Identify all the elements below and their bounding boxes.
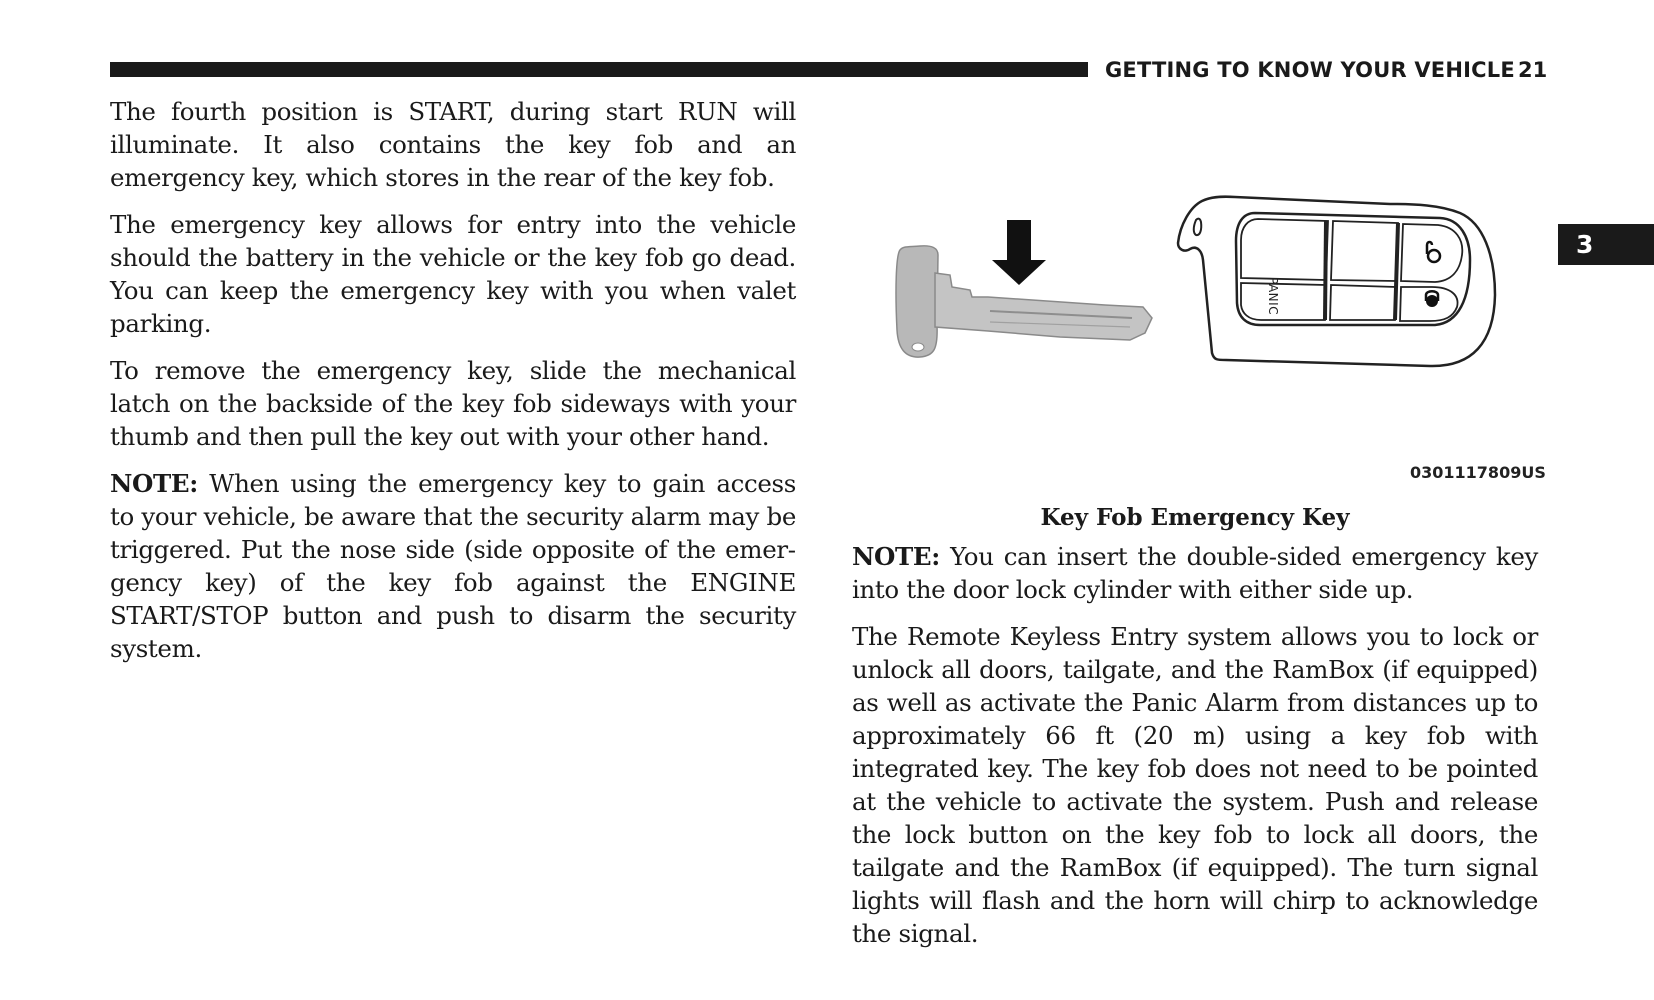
paragraph: To remove the emergency key, slide the mechanical latch on the backside of the key fob sideways with your thumb and then pull the key out with your other hand. <box>110 356 796 451</box>
chapter-tab: 3 <box>1558 224 1654 265</box>
figure-caption: Key Fob Emergency Key <box>1040 504 1350 531</box>
note-label: NOTE: <box>852 542 940 571</box>
note-text: You can insert the double-sided emergency key into the door lock cylinder with either side up. <box>852 542 1538 604</box>
paragraph: The fourth position is START, during start RUN will illuminate. It also contains the key fob and an emergency key, which stores in the rear of the key fob. <box>110 97 796 192</box>
key-fob-icon <box>1178 197 1495 366</box>
figure-code: 0301117809US <box>1410 463 1546 482</box>
panic-label: PANIC <box>1266 277 1280 316</box>
lock-icon <box>1426 291 1438 307</box>
note-text: When using the emergency key to gain access to your vehicle, be aware that the security alarm may be triggered. Put the nose side (side opposite of the emergency key) of the key fob against the ENGINE START/STOP button and push to disarm the security system. <box>110 469 796 663</box>
page-number: 21 <box>1518 58 1548 82</box>
section-title: GETTING TO KNOW YOUR VEHICLE <box>1105 58 1515 82</box>
right-column <box>852 540 1538 964</box>
paragraph: The Remote Keyless Entry system allows you to lock or unlock all doors, tailgate, and the RamBox (if equipped) as well as activate the Panic Alarm from distances up to approximately 66 ft (20 m) using a key fob with integrated key. The key fob does not need to be pointed at the vehicle to activate the system. Push and release the lock button on the key fob to lock all doors, the tailgate and the RamBox (if equipped). The turn signal lights will flash and the horn will chirp to acknowledge the signal. <box>852 622 1538 948</box>
note-paragraph <box>110 467 796 665</box>
header-rule <box>110 62 1088 77</box>
down-arrow-icon <box>992 220 1046 285</box>
note-label: NOTE: <box>110 469 198 498</box>
unlock-icon <box>1427 242 1440 262</box>
left-column <box>110 95 796 679</box>
note-paragraph <box>852 540 1538 606</box>
key-fob-illustration <box>860 115 1540 495</box>
paragraph: The emergency key allows for entry into the vehicle should the battery in the vehicle or the key fob go dead. You can keep the emergency key with you when valet parking. <box>110 210 796 338</box>
